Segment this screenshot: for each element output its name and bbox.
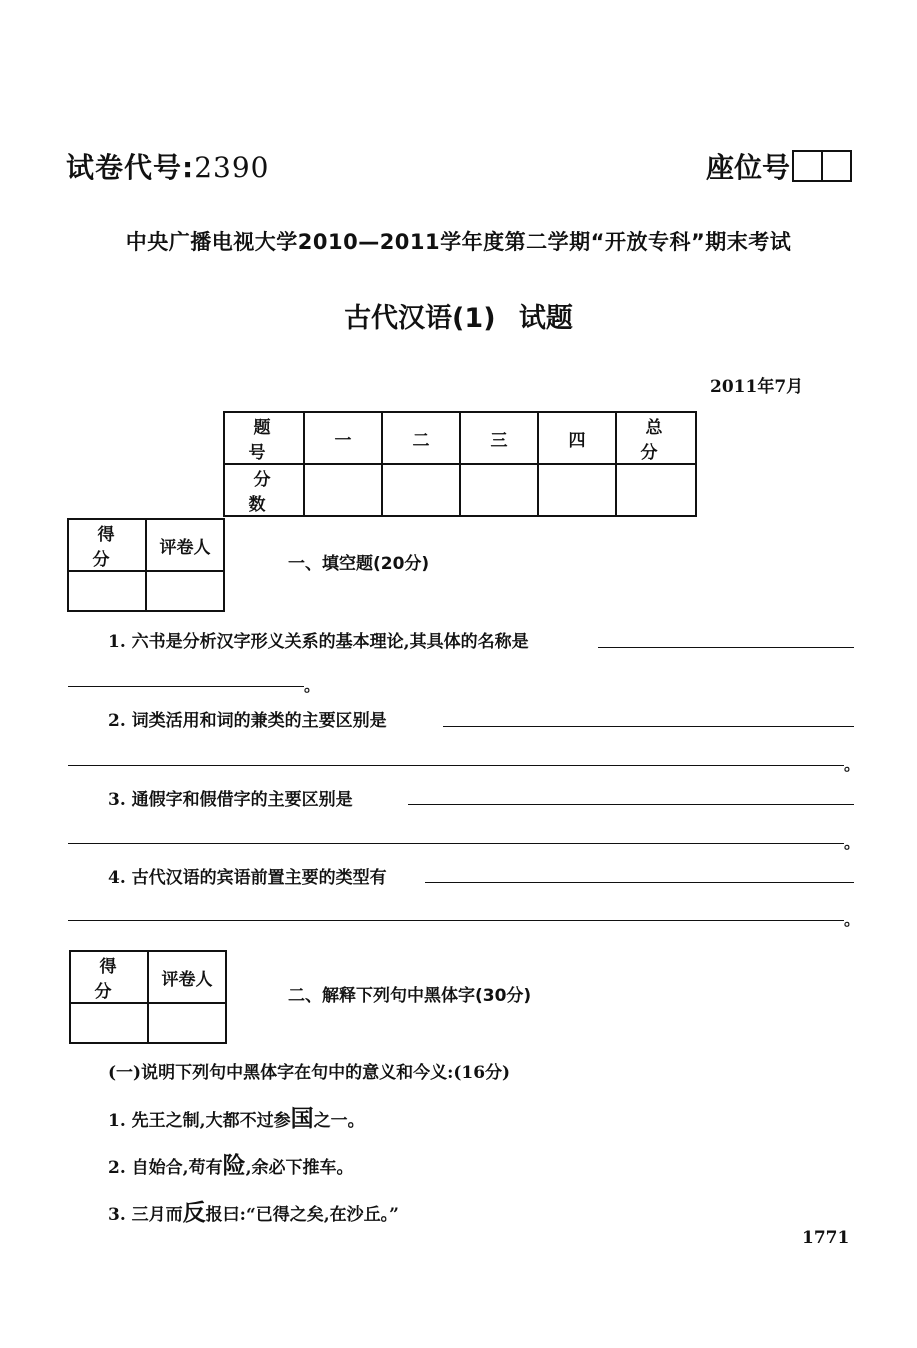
seat-boxes xyxy=(792,150,852,182)
score-table-header-row xyxy=(224,412,696,464)
score-table-cell: 题 号 xyxy=(224,412,304,464)
page-title: 古代汉语(1) 试题 xyxy=(344,303,573,334)
score-table-score-row xyxy=(224,464,696,516)
score-table-cell: 总 分 xyxy=(616,412,696,464)
answer-line[interactable] xyxy=(68,843,844,844)
seat-label: 座位号 xyxy=(706,151,791,184)
score-table-cell: 一 xyxy=(304,412,382,464)
answer-line[interactable] xyxy=(68,765,844,766)
score-label: 得 分 xyxy=(68,519,146,571)
score-input-cell[interactable] xyxy=(460,464,538,516)
score-input-cell[interactable] xyxy=(382,464,460,516)
page-number: 1771 xyxy=(802,1228,850,1248)
sentence-item xyxy=(108,1194,399,1227)
period-mark: 。 xyxy=(304,676,321,695)
period-mark: 。 xyxy=(844,910,861,929)
score-label: 得 分 xyxy=(70,951,148,1003)
score-table-cell: 三 xyxy=(460,412,538,464)
answer-line[interactable] xyxy=(408,804,854,805)
seat-box xyxy=(792,150,823,182)
period-mark: 。 xyxy=(844,833,861,852)
score-input-cell[interactable] xyxy=(616,464,696,516)
sentence-pre: 2. 自始合,苟有 xyxy=(108,1158,223,1178)
answer-line[interactable] xyxy=(443,726,854,727)
question-text: 1. 六书是分析汉字形义关系的基本理论,其具体的名称是 xyxy=(108,632,529,652)
grader-table xyxy=(69,950,227,1044)
answer-line[interactable] xyxy=(425,882,854,883)
score-table-cell: 四 xyxy=(538,412,616,464)
score-input-cell[interactable] xyxy=(304,464,382,516)
score-input-cell[interactable] xyxy=(538,464,616,516)
question-text: 3. 通假字和假借字的主要区别是 xyxy=(108,790,353,810)
grader-label: 评卷人 xyxy=(148,951,226,1003)
answer-line[interactable] xyxy=(68,920,844,921)
score-table-cell: 分 数 xyxy=(224,464,304,516)
sentence-post: 之一。 xyxy=(313,1111,365,1131)
paper-code-value: 2390 xyxy=(194,151,270,184)
sentence-item xyxy=(108,1100,365,1133)
sentence-post: ,余必下推车。 xyxy=(245,1158,354,1178)
score-table xyxy=(223,411,697,517)
question-text: 4. 古代汉语的宾语前置主要的类型有 xyxy=(108,868,387,888)
sub-heading: (一)说明下列句中黑体字在句中的意义和今义:(16分) xyxy=(108,1063,511,1083)
grader-table xyxy=(67,518,225,612)
grader-input-cell[interactable] xyxy=(148,1003,226,1043)
score-input-cell[interactable] xyxy=(68,571,146,611)
grader-input-cell[interactable] xyxy=(146,571,224,611)
bold-character: 国 xyxy=(290,1106,314,1132)
question-text: 2. 词类活用和词的兼类的主要区别是 xyxy=(108,711,387,731)
section-heading: 一、填空题(20分) xyxy=(288,554,430,574)
section-heading: 二、解释下列句中黑体字(30分) xyxy=(288,986,532,1006)
sentence-item xyxy=(108,1147,354,1180)
bold-character: 险 xyxy=(222,1153,246,1179)
answer-line[interactable] xyxy=(68,686,304,687)
university-line: 中央广播电视大学2010—2011学年度第二学期“开放专科”期末考试 xyxy=(125,230,792,254)
sentence-pre: 1. 先王之制,大都不过参 xyxy=(108,1111,291,1131)
score-input-cell[interactable] xyxy=(70,1003,148,1043)
grader-label: 评卷人 xyxy=(146,519,224,571)
paper-code xyxy=(66,146,269,186)
seat-number xyxy=(706,146,852,186)
paper-code-label: 试卷代号: xyxy=(66,151,195,184)
exam-date: 2011年7月 xyxy=(710,377,804,397)
answer-line[interactable] xyxy=(598,647,854,648)
seat-box xyxy=(823,150,852,182)
score-table-cell: 二 xyxy=(382,412,460,464)
period-mark: 。 xyxy=(844,755,861,774)
bold-character: 反 xyxy=(182,1200,206,1226)
sentence-pre: 3. 三月而 xyxy=(108,1205,183,1225)
sentence-post: 报曰:“已得之矣,在沙丘。” xyxy=(205,1205,399,1225)
